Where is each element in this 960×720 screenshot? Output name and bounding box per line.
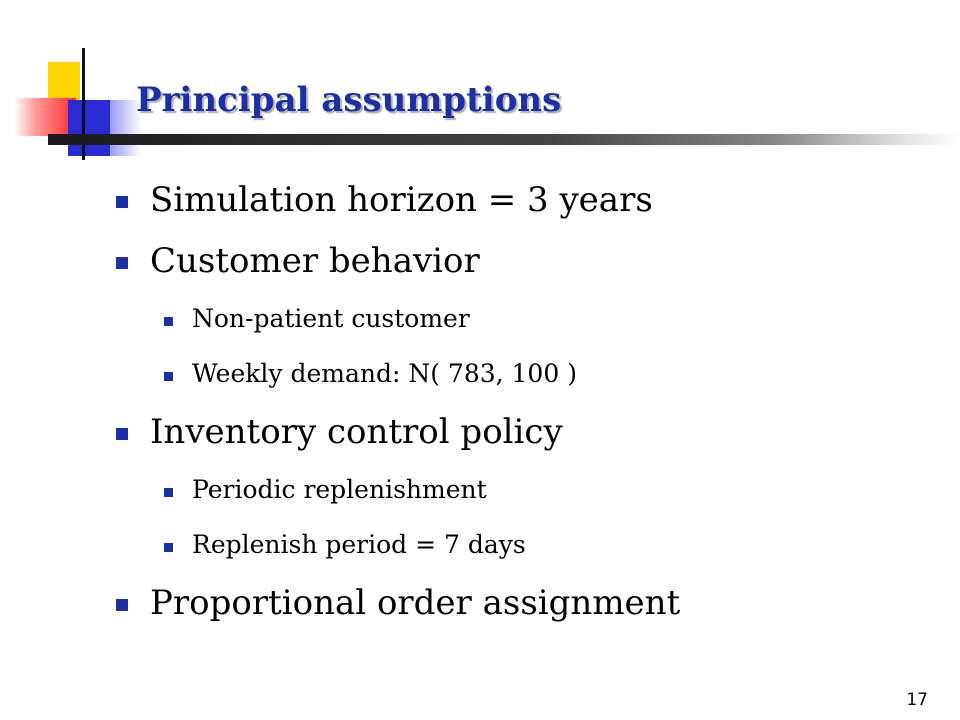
bullet-customer-behavior: Customer behavior <box>150 241 480 281</box>
bullet-simulation-horizon: Simulation horizon = 3 years <box>150 180 653 220</box>
bullet-marker <box>116 599 128 611</box>
bullet-marker <box>116 257 128 269</box>
sub-bullet-marker <box>164 543 173 552</box>
slide-title: Principal assumptions <box>136 80 562 120</box>
sub-bullet-marker <box>164 372 173 381</box>
bullet-proportional-order-assignment: Proportional order assignment <box>150 583 681 623</box>
bullet-inventory-control-policy: Inventory control policy <box>150 412 563 452</box>
bullet-marker <box>116 428 128 440</box>
sub-bullet-periodic-replenishment: Periodic replenishment <box>192 475 487 504</box>
sub-bullet-non-patient-customer: Non-patient customer <box>192 304 470 333</box>
page-number: 17 <box>906 690 928 710</box>
bullet-marker <box>116 196 128 208</box>
sub-bullet-weekly-demand: Weekly demand: N( 783, 100 ) <box>192 359 577 388</box>
sub-bullet-replenish-period: Replenish period = 7 days <box>192 530 526 559</box>
sub-bullet-marker <box>164 488 173 497</box>
sub-bullet-marker <box>164 317 173 326</box>
